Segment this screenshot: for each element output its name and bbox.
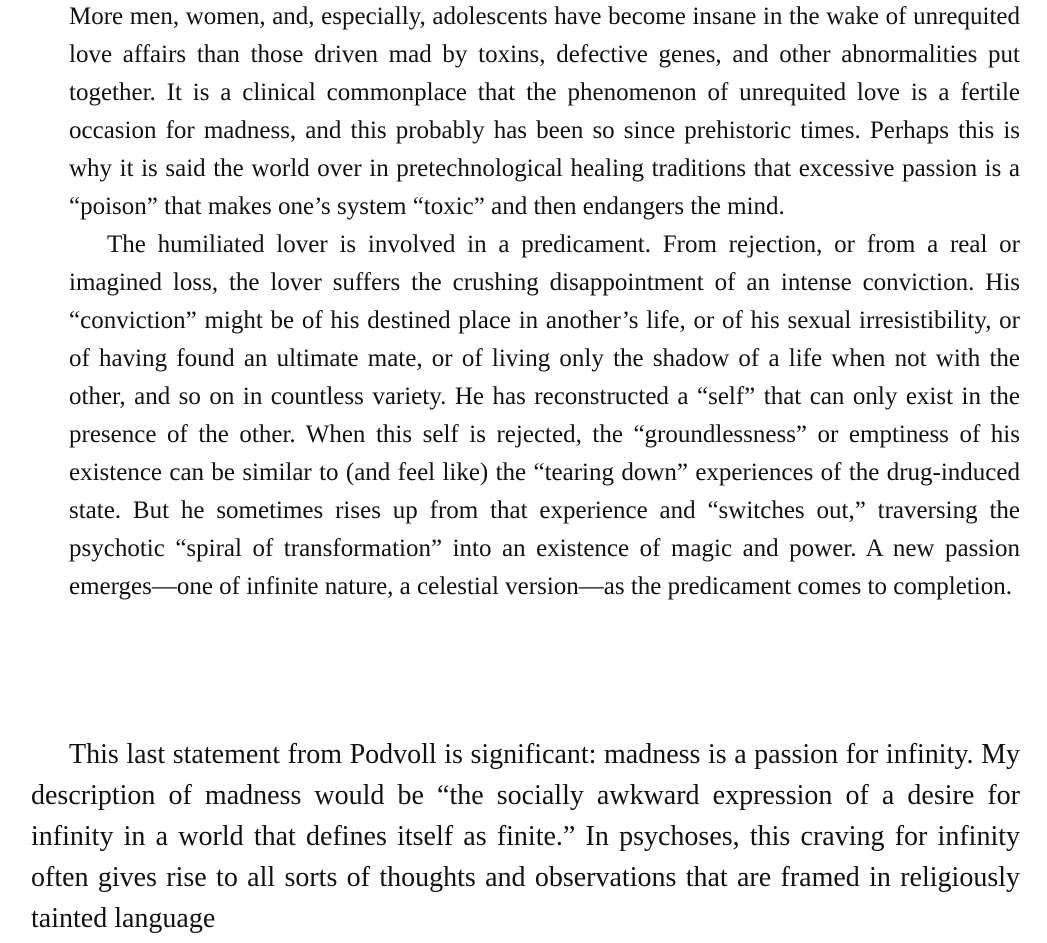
body-text <box>31 734 1020 939</box>
quote-paragraph-humiliated-lover: The humiliated lover is involved in a predicament. From rejection, or from a real or imagined loss, the lover suffers the crushing disappointment of an intense conviction. His “conviction” might be of his destined place in another’s life, or of his sexual irresistibility, or of having found an ultimate mate, or of living only the shadow of a life when not with the other, and so on in countless variety. He has reconstructed a “self” that can only exist in the presence of the other. When this self is rejected, the “groundlessness” or emptiness of his existence can be similar to (and feel like) the “tearing down” experiences of the drug-induced state. But he sometimes rises up from that experience and “switches out,” traversing the psychotic “spiral of transformation” into an existence of magic and power. A new passion emerges—one of infinite nature, a celestial version—as the predicament comes to completion. <box>69 231 1020 600</box>
block-quote <box>69 0 1020 606</box>
quote-paragraph-unrequited-love: More men, women, and, especially, adolescents have become insane in the wake of unrequited love affairs than those driven mad by toxins, defective genes, and other abnormalities put together. It is a clinical commonplace that the phenomenon of unrequited love is a fertile occasion for madness, and this probably has been so since prehistoric times. Perhaps this is why it is said the world over in pretechnological healing traditions that excessive passion is a “poison” that makes one’s system “toxic” and then endangers the mind. <box>69 3 1020 220</box>
body-paragraph-madness-infinity: This last statement from Podvoll is significant: madness is a passion for infinity. My description of madness would be “the socially awkward expression of a desire for infinity in a world that defines itself as finite.” In psychoses, this craving for infinity often gives rise to all sorts of thoughts and observations that are framed in religiously tainted language <box>31 739 1020 934</box>
